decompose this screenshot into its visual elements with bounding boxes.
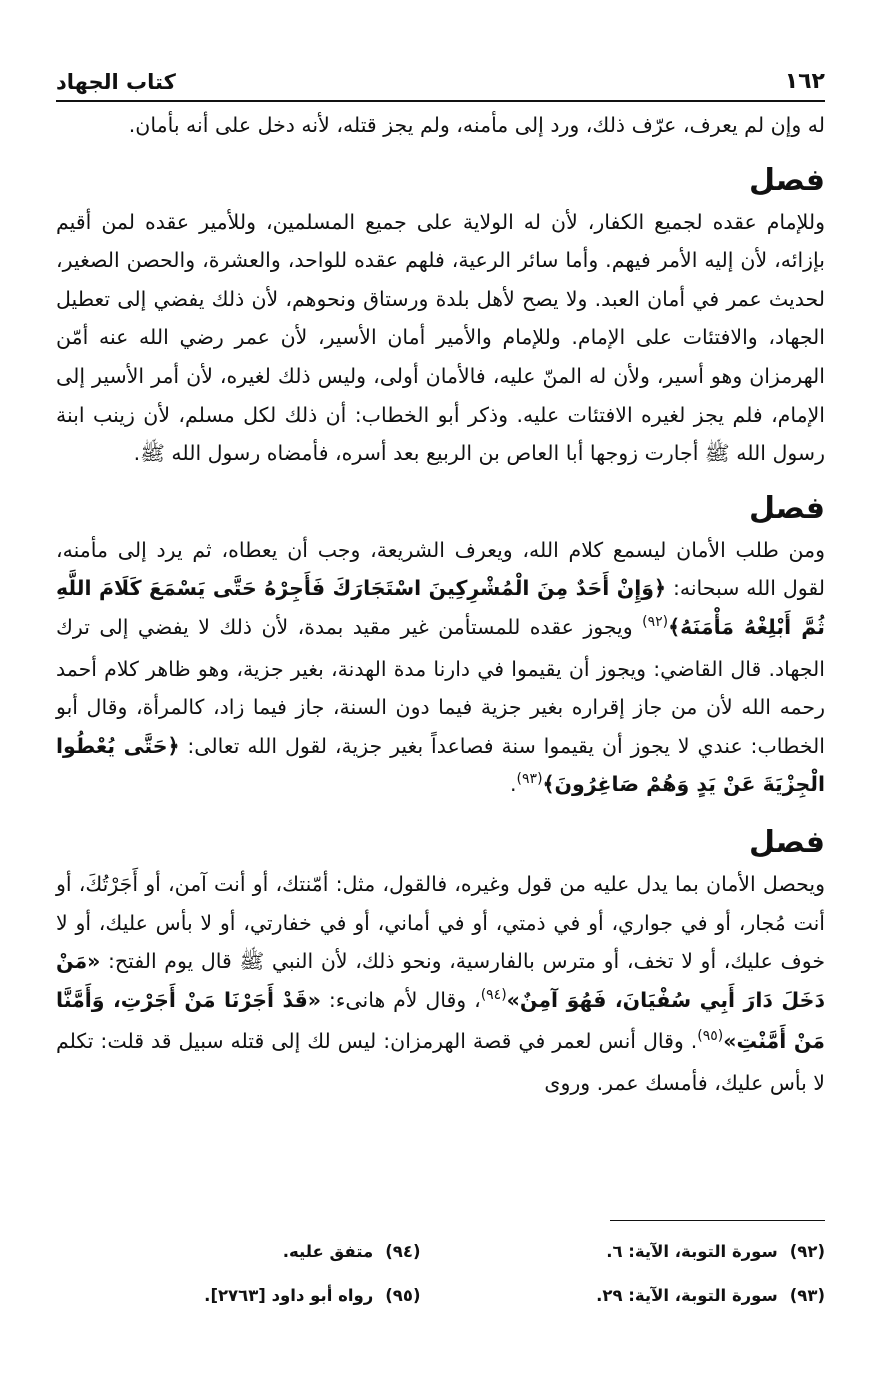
page-header — [56, 58, 825, 94]
quoted-text: «قَدْ أَجَرْنَا مَنْ أَجَرْتِ، وَأَمَّنَّا مَنْ أَمَّنْتِ» — [56, 987, 825, 1054]
paragraph: له وإن لم يعرف، عرّف ذلك، ورد إلى مأمنه، ولم يجز قتله، لأنه دخل على أنه بأمان. — [128, 113, 825, 137]
footnote — [56, 1230, 421, 1274]
paragraph — [56, 865, 825, 1103]
footnote — [461, 1230, 826, 1274]
footnote-text: متفق عليه. — [282, 1242, 374, 1261]
footnote — [461, 1274, 826, 1318]
paragraph: وللإمام عقده لجميع الكفار، لأن له الولاية على جميع المسلمين، وللأمير عقده لمن أقيم بإزائه، لأن إليه الأمر فيهم. وأما سائر الرعية، فلهم عقده للواحد، والعشرة، والحصن الصغير، لحديث عمر في أمان العبد. ولا يصح لأهل بلدة ورستاق ونحوهم، لأن ذلك يفضي إلى تعطيل الجهاد، والافتئات على الإمام. وللإمام والأمير أمان الأسير، لأن عمر رضي الله عنه أمّن الهرمزان وهو أسير، ولأن له المنّ عليه، فالأمان أولى، وليس ذلك لغيره، لأن أمر الأسير إلى الإمام، فلم يجز لغيره الافتئات عليه. وذكر أبو الخطاب: أن ذلك لكل مسلم، لأن زينب ابنة رسول الله ﷺ أجارت زوجها أبا العاص بن الربيع بعد أسره، فأمضاه رسول الله ﷺ. — [56, 209, 825, 466]
paragraph — [56, 531, 825, 807]
quoted-text: ﴿حَتَّى يُعْطُوا الْجِزْيَةَ عَنْ يَدٍ وَهُمْ صَاغِرُونَ﴾ — [56, 733, 825, 797]
text-run: ويحصل الأمان بما يدل عليه من قول وغيره، فالقول، مثل: أمّنتك، أو أنت آمن، أو أَجَرْتُكَ، أو أنت مُجار، أو في جواري، أو في ذمتي، أو في أماني، أو في خفارتي، أو لا بأس عليك، أو لا خوف عليك، أو لا تخف، أو مترس بالفارسية، ونحو ذلك، لأن النبي ﷺ قال يوم الفتح: — [56, 871, 825, 974]
quoted-text: «مَنْ دَخَلَ دَارَ أَبِي سُفْيَانَ، فَهُوَ آمِنٌ» — [56, 949, 825, 1012]
text-run: . وقال أنس لعمر في قصة الهرمزان: ليس لك إلى قتله سبيل قد قلت: تكلم لا بأس عليك، فأمسك عمر. وروى — [56, 1029, 825, 1095]
section-heading: فصل — [749, 490, 825, 526]
page-body — [56, 106, 825, 1102]
section-heading: فصل — [749, 162, 825, 198]
footnote-number: (٩٣) — [789, 1286, 825, 1305]
footnote — [56, 1274, 421, 1318]
section-heading: فصل — [749, 824, 825, 860]
header-rule — [56, 100, 825, 102]
text-run: ، وقال لأم هانىء: — [321, 987, 481, 1012]
footnote-number: (٩٤) — [385, 1242, 421, 1261]
footnote-rule — [610, 1220, 825, 1221]
text-run: . — [510, 772, 517, 797]
footnote-ref: (٩٥) — [697, 1028, 724, 1045]
footnote-ref: (٩٣) — [516, 771, 543, 788]
footnote-text: سورة التوبة، الآية: ٦. — [606, 1242, 778, 1261]
footnote-text: رواه أبو داود [٢٧٦٣]. — [204, 1286, 374, 1305]
text-run: ويجوز عقده للمستأمن غير مقيد بمدة، لأن ذلك لا يفضي إلى ترك الجهاد. قال القاضي: ويجوز أن يقيموا في دارنا مدة الهدنة، بغير جزية، وهو ظاهر كلام أحمد رحمه الله لأن من جاز إقراره بغير جزية فيما دون السنة، جاز فيما زاد، كالمرأة، وقال أبو الخطاب: عندي لا يجوز أن يقيموا سنة فصاعداً بغير جزية، لقول الله تعالى: — [56, 614, 825, 758]
book-page — [56, 58, 825, 1336]
footnote-number: (٩٥) — [385, 1286, 421, 1305]
text-run: ومن طلب الأمان ليسمع كلام الله، ويعرف الشريعة، وجب أن يعطاه، ثم يرد إلى مأمنه، لقول الله سبحانه: — [56, 537, 825, 601]
quoted-text: ﴿وَإِنْ أَحَدٌ مِنَ الْمُشْرِكِينَ اسْتَجَارَكَ فَأَجِرْهُ حَتَّى يَسْمَعَ كَلَامَ اللَّهِ ثُمَّ أَبْلِغْهُ مَأْمَنَهُ﴾ — [56, 576, 825, 639]
footnotes — [56, 1230, 825, 1318]
footnote-ref: (٩٤) — [480, 986, 507, 1003]
running-title: كتاب الجهاد — [56, 70, 176, 94]
footnote-ref: (٩٢) — [642, 613, 669, 630]
page-number: ١٦٢ — [784, 69, 825, 94]
footnote-text: سورة التوبة، الآية: ٢٩. — [596, 1286, 778, 1305]
footnote-number: (٩٢) — [789, 1242, 825, 1261]
